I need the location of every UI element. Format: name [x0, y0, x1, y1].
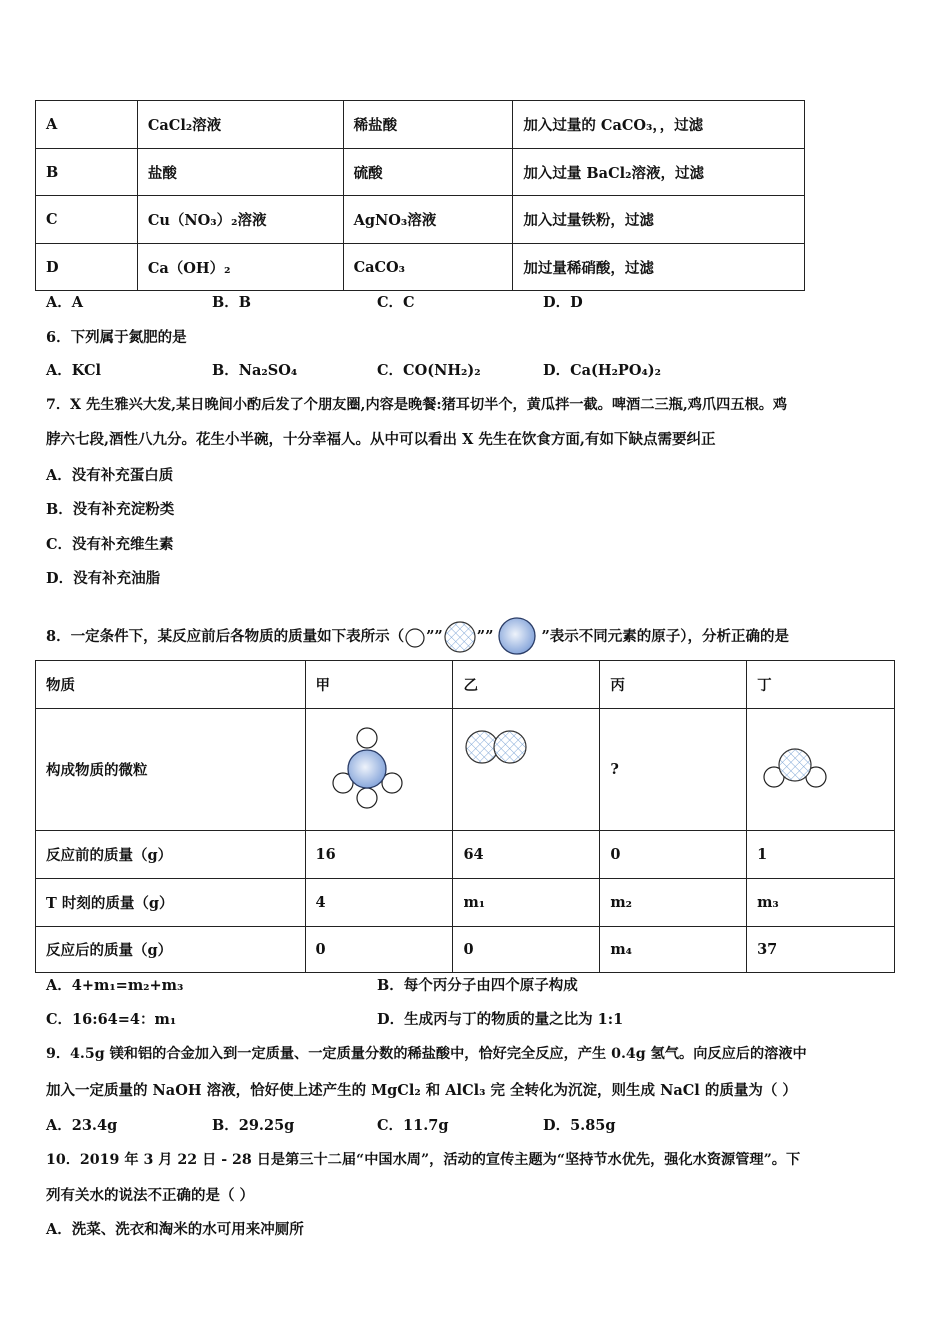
cell: 64 [453, 831, 600, 879]
question-stem: 列有关水的说法不正确的是（ ） [46, 1187, 255, 1204]
header-cell: 物质 [36, 661, 306, 709]
cell: 0 [453, 927, 600, 973]
option: A．A [46, 294, 84, 311]
question-stem: 7．X 先生雅兴大发,某日晚间小酌后发了个朋友圈,内容是晚餐:猪耳切半个，黄瓜拌一截。啤酒二三瓶,鸡爪四五根。鸡 [46, 397, 788, 413]
option: D．没有补充油脂 [46, 570, 161, 587]
cell: CaCO₃ [343, 244, 513, 291]
cell: 加过量稀硝酸，过滤 [513, 244, 805, 291]
option: A．洗菜、洗衣和淘米的水可用来冲厕所 [46, 1221, 304, 1238]
mass-table [35, 660, 895, 973]
molecule-jia-icon [322, 725, 412, 815]
cell: m₃ [747, 879, 895, 927]
cell: 37 [747, 927, 895, 973]
option: C．CO(NH₂)₂ [377, 362, 481, 379]
reagent-table [35, 100, 805, 291]
cell: CaCl₂溶液 [137, 101, 343, 149]
option: D．生成丙与丁的物质的量之比为 1:1 [377, 1011, 624, 1028]
cell: 加入过量的 CaCO₃，，过滤 [513, 101, 805, 149]
header-cell: 甲 [305, 661, 453, 709]
option: D．D [543, 294, 583, 311]
cell: m₂ [600, 879, 747, 927]
option: B．B [212, 294, 252, 311]
cell: Cu（NO₃）₂溶液 [137, 196, 343, 244]
option: A．4+m₁=m₂+m₃ [46, 977, 184, 994]
question-stem: 加入一定质量的 NaOH 溶液，恰好使上述产生的 MgCl₂ 和 AlCl₃ 完 全转化为沉淀，则生成 NaCl 的质量为（ ） [46, 1082, 797, 1099]
cell: 4 [305, 879, 453, 927]
option: A．23.4g [46, 1117, 118, 1134]
stem-text: ”表示不同元素的原子），分析正确的是 [541, 628, 790, 645]
table-row [36, 196, 805, 244]
quote-marks: ”” [476, 628, 494, 645]
cell: m₄ [600, 927, 747, 973]
option: D．Ca(H₂PO₄)₂ [543, 362, 662, 379]
question-stem: 6．下列属于氮肥的是 [46, 329, 187, 346]
white-atom-icon [404, 626, 426, 648]
cell: 16 [305, 831, 453, 879]
cell: D [36, 244, 138, 291]
molecule-yi-icon [463, 727, 533, 767]
cell: AgNO₃溶液 [343, 196, 513, 244]
option: C．没有补充维生素 [46, 536, 174, 553]
option: D．5.85g [543, 1117, 616, 1134]
cell: T 时刻的质量（g） [36, 879, 306, 927]
option: C．16:64=4：m₁ [46, 1011, 177, 1028]
cell: 加入过量 BaCl₂溶液，过滤 [513, 149, 805, 196]
cell: 1 [747, 831, 895, 879]
header-cell: 丙 [600, 661, 747, 709]
option: C．11.7g [377, 1117, 449, 1134]
stem-text: 8．一定条件下，某反应前后各物质的质量如下表所示（ [46, 628, 405, 645]
table-row [36, 709, 895, 831]
cell: A [36, 101, 138, 149]
cell [453, 709, 600, 831]
header-cell: 乙 [453, 661, 600, 709]
option: B．没有补充淀粉类 [46, 501, 175, 518]
option: A．KCl [46, 362, 102, 379]
cell: m₁ [453, 879, 600, 927]
hatched-atom-icon [443, 620, 477, 654]
cell: 加入过量铁粉，过滤 [513, 196, 805, 244]
cell: Ca（OH）₂ [137, 244, 343, 291]
cell [747, 709, 895, 831]
cell: 0 [600, 831, 747, 879]
question-stem: 脖六七段,酒性八九分。花生小半碗，十分幸福人。从中可以看出 X 先生在饮食方面,有如下缺点需要纠正 [46, 431, 716, 448]
cell: ? [600, 709, 747, 831]
cell: 稀盐酸 [343, 101, 513, 149]
cell [305, 709, 453, 831]
quote-marks: ”” [426, 628, 443, 645]
table-row [36, 831, 895, 879]
molecule-ding-icon [757, 745, 837, 795]
option: B．每个丙分子由四个原子构成 [377, 977, 578, 994]
cell: 硫酸 [343, 149, 513, 196]
table-row [36, 927, 895, 973]
cell: 反应后的质量（g） [36, 927, 306, 973]
question-stem: 10．2019 年 3 月 22 日 - 28 日是第三十二届“中国水周”，活动的宣传主题为“坚持节水优先，强化水资源管理”。下 [46, 1152, 801, 1168]
option: B．29.25g [212, 1117, 295, 1134]
cell: 0 [305, 927, 453, 973]
cell: 构成物质的微粒 [36, 709, 306, 831]
question-stem: 9．4.5g 镁和铝的合金加入到一定质量、一定质量分数的稀盐酸中，恰好完全反应，产生 0.4g 氢气。向反应后的溶液中 [46, 1046, 807, 1062]
table-row [36, 244, 805, 291]
option: A．没有补充蛋白质 [46, 467, 174, 484]
header-cell: 丁 [747, 661, 895, 709]
question-stem [46, 617, 789, 657]
option: B．Na₂SO₄ [212, 362, 298, 379]
table-header-row [36, 661, 895, 709]
cell: 盐酸 [137, 149, 343, 196]
cell: 反应前的质量（g） [36, 831, 306, 879]
table-row [36, 879, 895, 927]
cell: B [36, 149, 138, 196]
option: C．C [377, 294, 415, 311]
table-row [36, 149, 805, 196]
blue-atom-icon [497, 617, 541, 657]
cell: C [36, 196, 138, 244]
table-row [36, 101, 805, 149]
